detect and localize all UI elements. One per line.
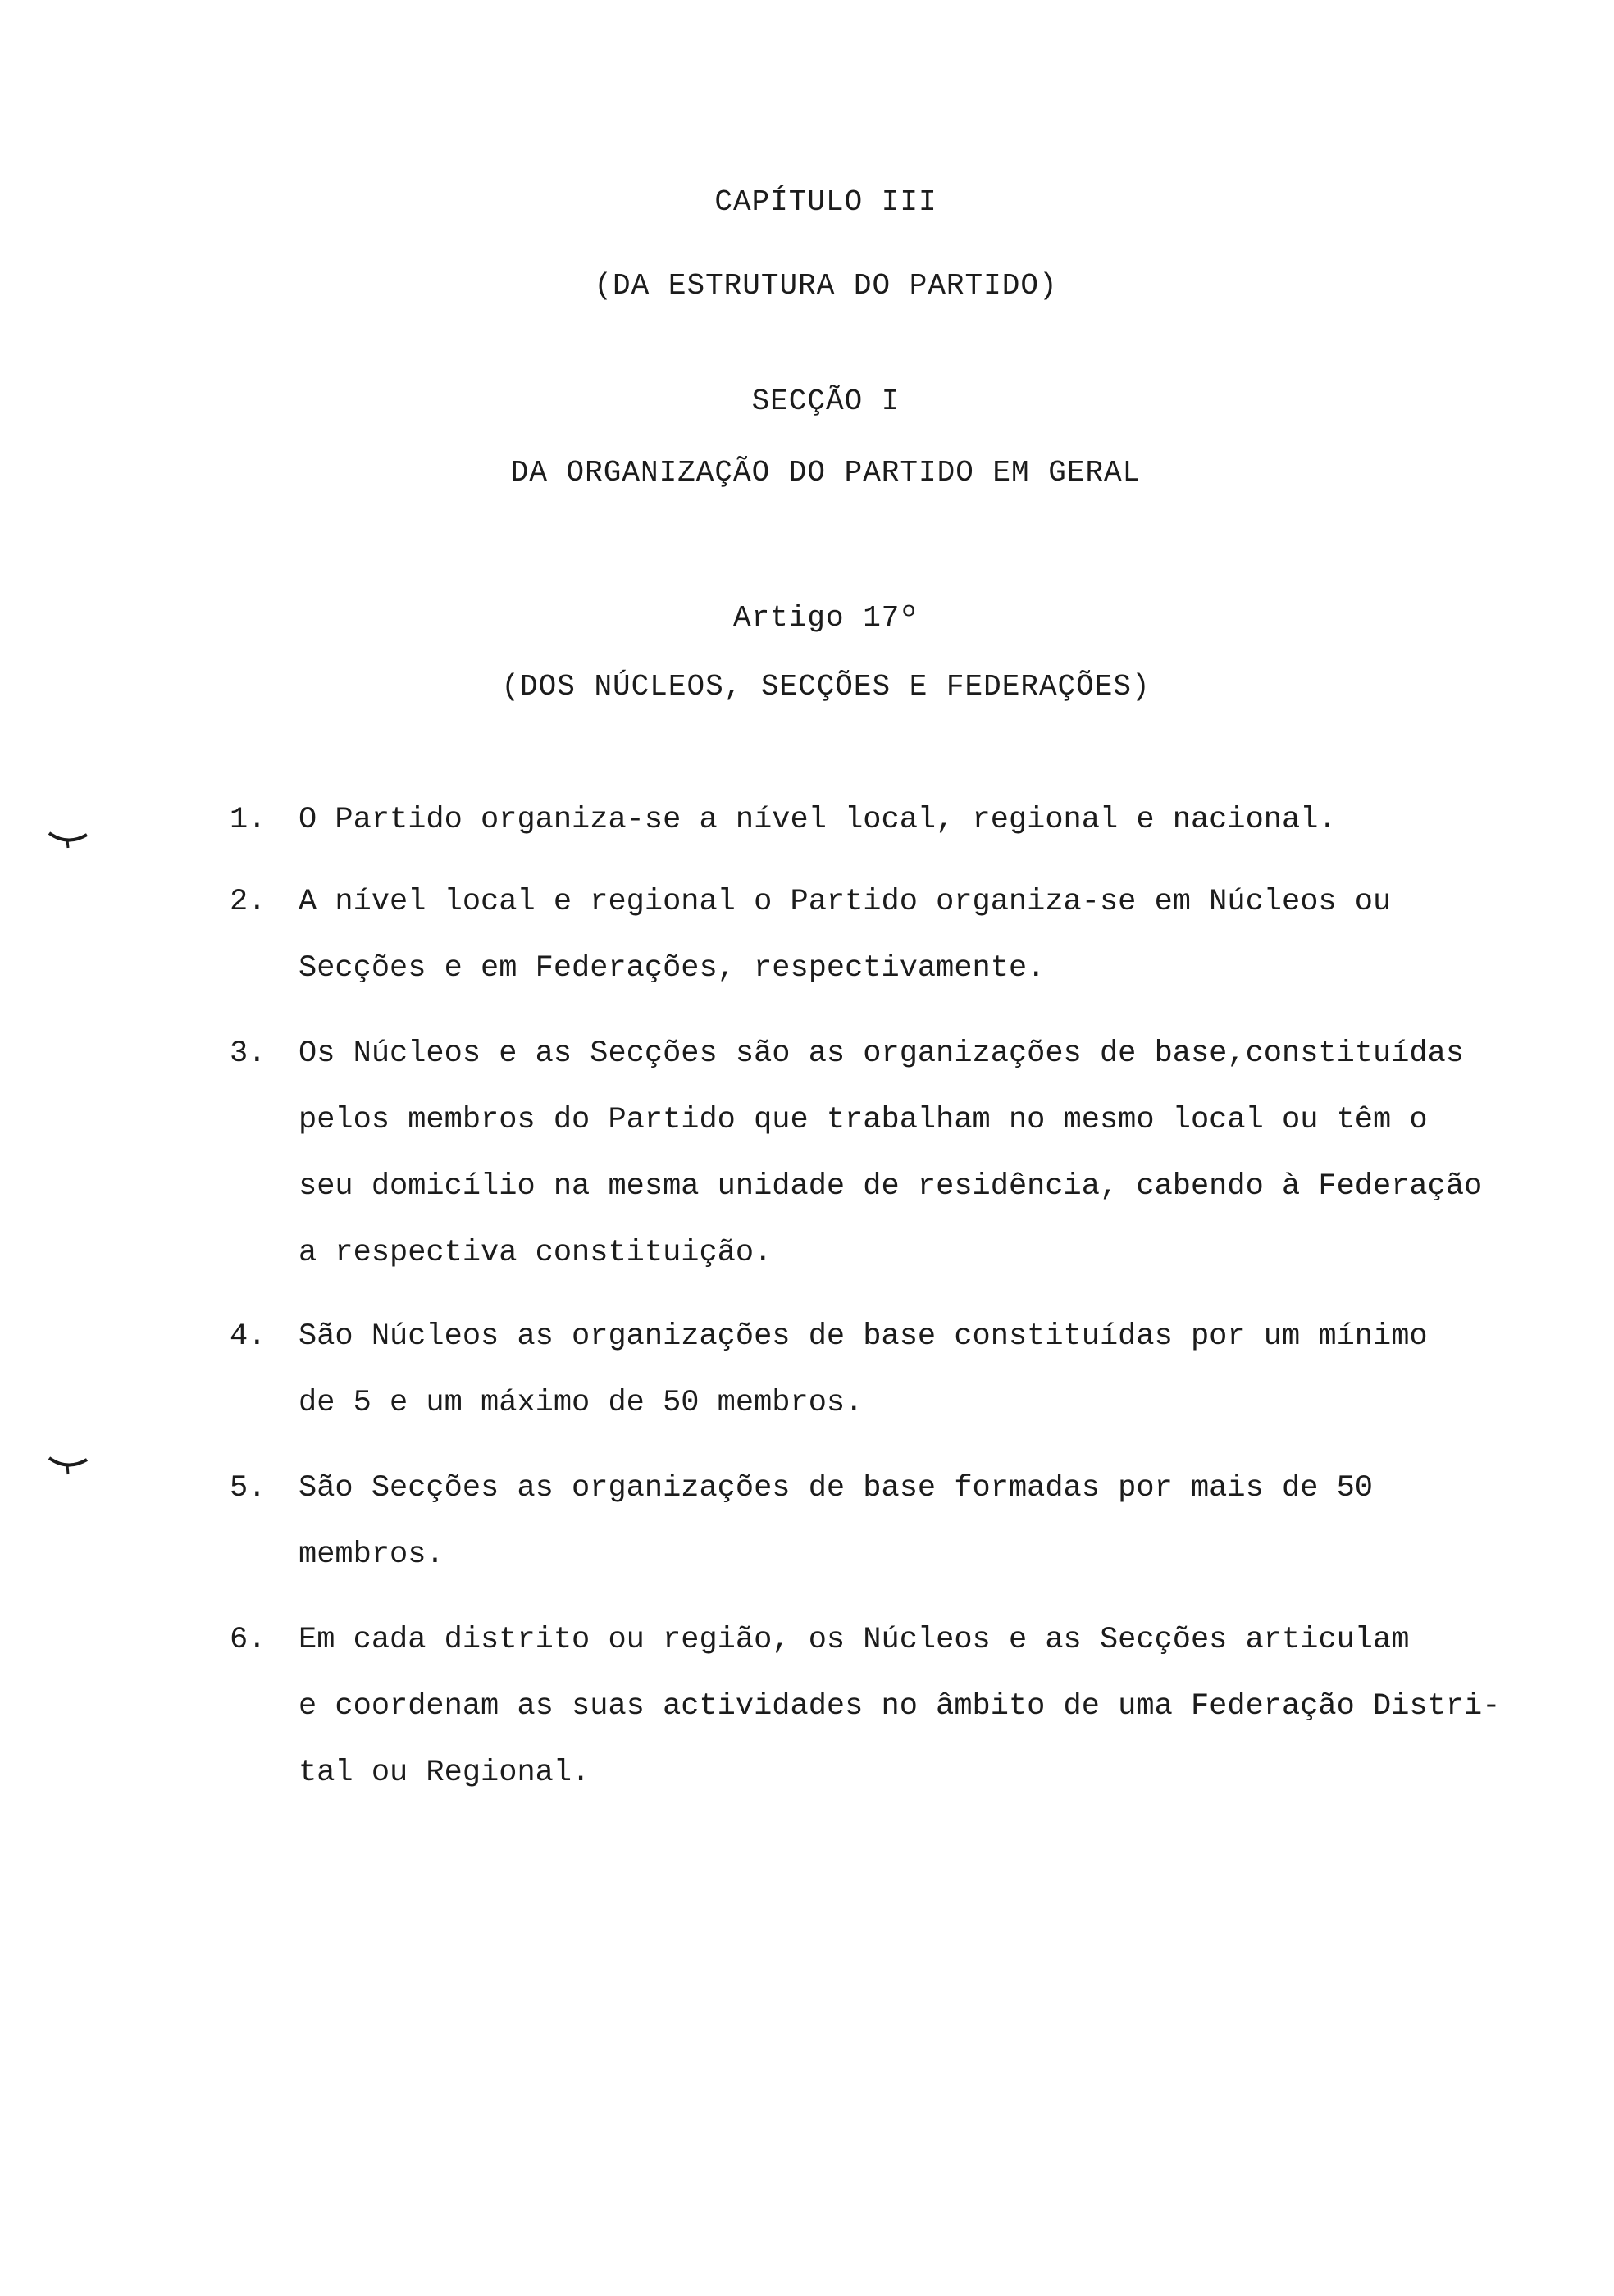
item-line: São Secções as organizações de base formadas por mais de 50 (299, 1471, 1374, 1506)
item-text (299, 787, 1337, 854)
item-text (299, 1607, 1500, 1806)
item-number: 1. (230, 803, 267, 837)
item-text (299, 869, 1391, 1002)
item-line: Os Núcleos e as Secções são as organizações de base,constituídas (299, 1036, 1465, 1071)
item-line: e coordenam as suas actividades no âmbito de uma Federação Distri- (299, 1689, 1501, 1724)
item-number: 5. (230, 1471, 267, 1506)
item-line: seu domicílio na mesma unidade de residência, cabendo à Federação (299, 1169, 1483, 1204)
item-line: a respectiva constituição. (299, 1236, 773, 1270)
item-number: 6. (230, 1623, 267, 1657)
item-line: A nível local e regional o Partido organiza-se em Núcleos ou (299, 885, 1392, 919)
hole-punch-mark-icon (48, 1453, 89, 1478)
item-line: O Partido organiza-se a nível local, regional e nacional. (299, 803, 1337, 837)
hole-punch-mark-icon (48, 828, 89, 853)
article-subtitle: (DOS NÚCLEOS, SECÇÕES E FEDERAÇÕES) (501, 670, 1151, 704)
item-line: de 5 e um máximo de 50 membros. (299, 1386, 864, 1420)
item-text (299, 1304, 1428, 1437)
item-number: 4. (230, 1319, 267, 1354)
item-line: Secções e em Federações, respectivamente. (299, 951, 1046, 986)
section-subtitle: DA ORGANIZAÇÃO DO PARTIDO EM GERAL (510, 456, 1142, 490)
chapter-subtitle: (DA ESTRUTURA DO PARTIDO) (594, 269, 1058, 303)
item-text (299, 1021, 1482, 1287)
item-text (299, 1456, 1373, 1588)
item-line: Em cada distrito ou região, os Núcleos e as Secções articulam (299, 1623, 1410, 1657)
item-line: membros. (299, 1538, 445, 1572)
item-number: 3. (230, 1036, 267, 1071)
article-title: Artigo 17º (732, 601, 919, 635)
chapter-title: CAPÍTULO III (714, 185, 937, 219)
section-title: SECÇÃO I (751, 385, 900, 418)
item-line: São Núcleos as organizações de base constituídas por um mínimo (299, 1319, 1428, 1354)
item-number: 2. (230, 885, 267, 919)
item-line: pelos membros do Partido que trabalham no mesmo local ou têm o (299, 1103, 1428, 1137)
item-line: tal ou Regional. (299, 1756, 590, 1790)
